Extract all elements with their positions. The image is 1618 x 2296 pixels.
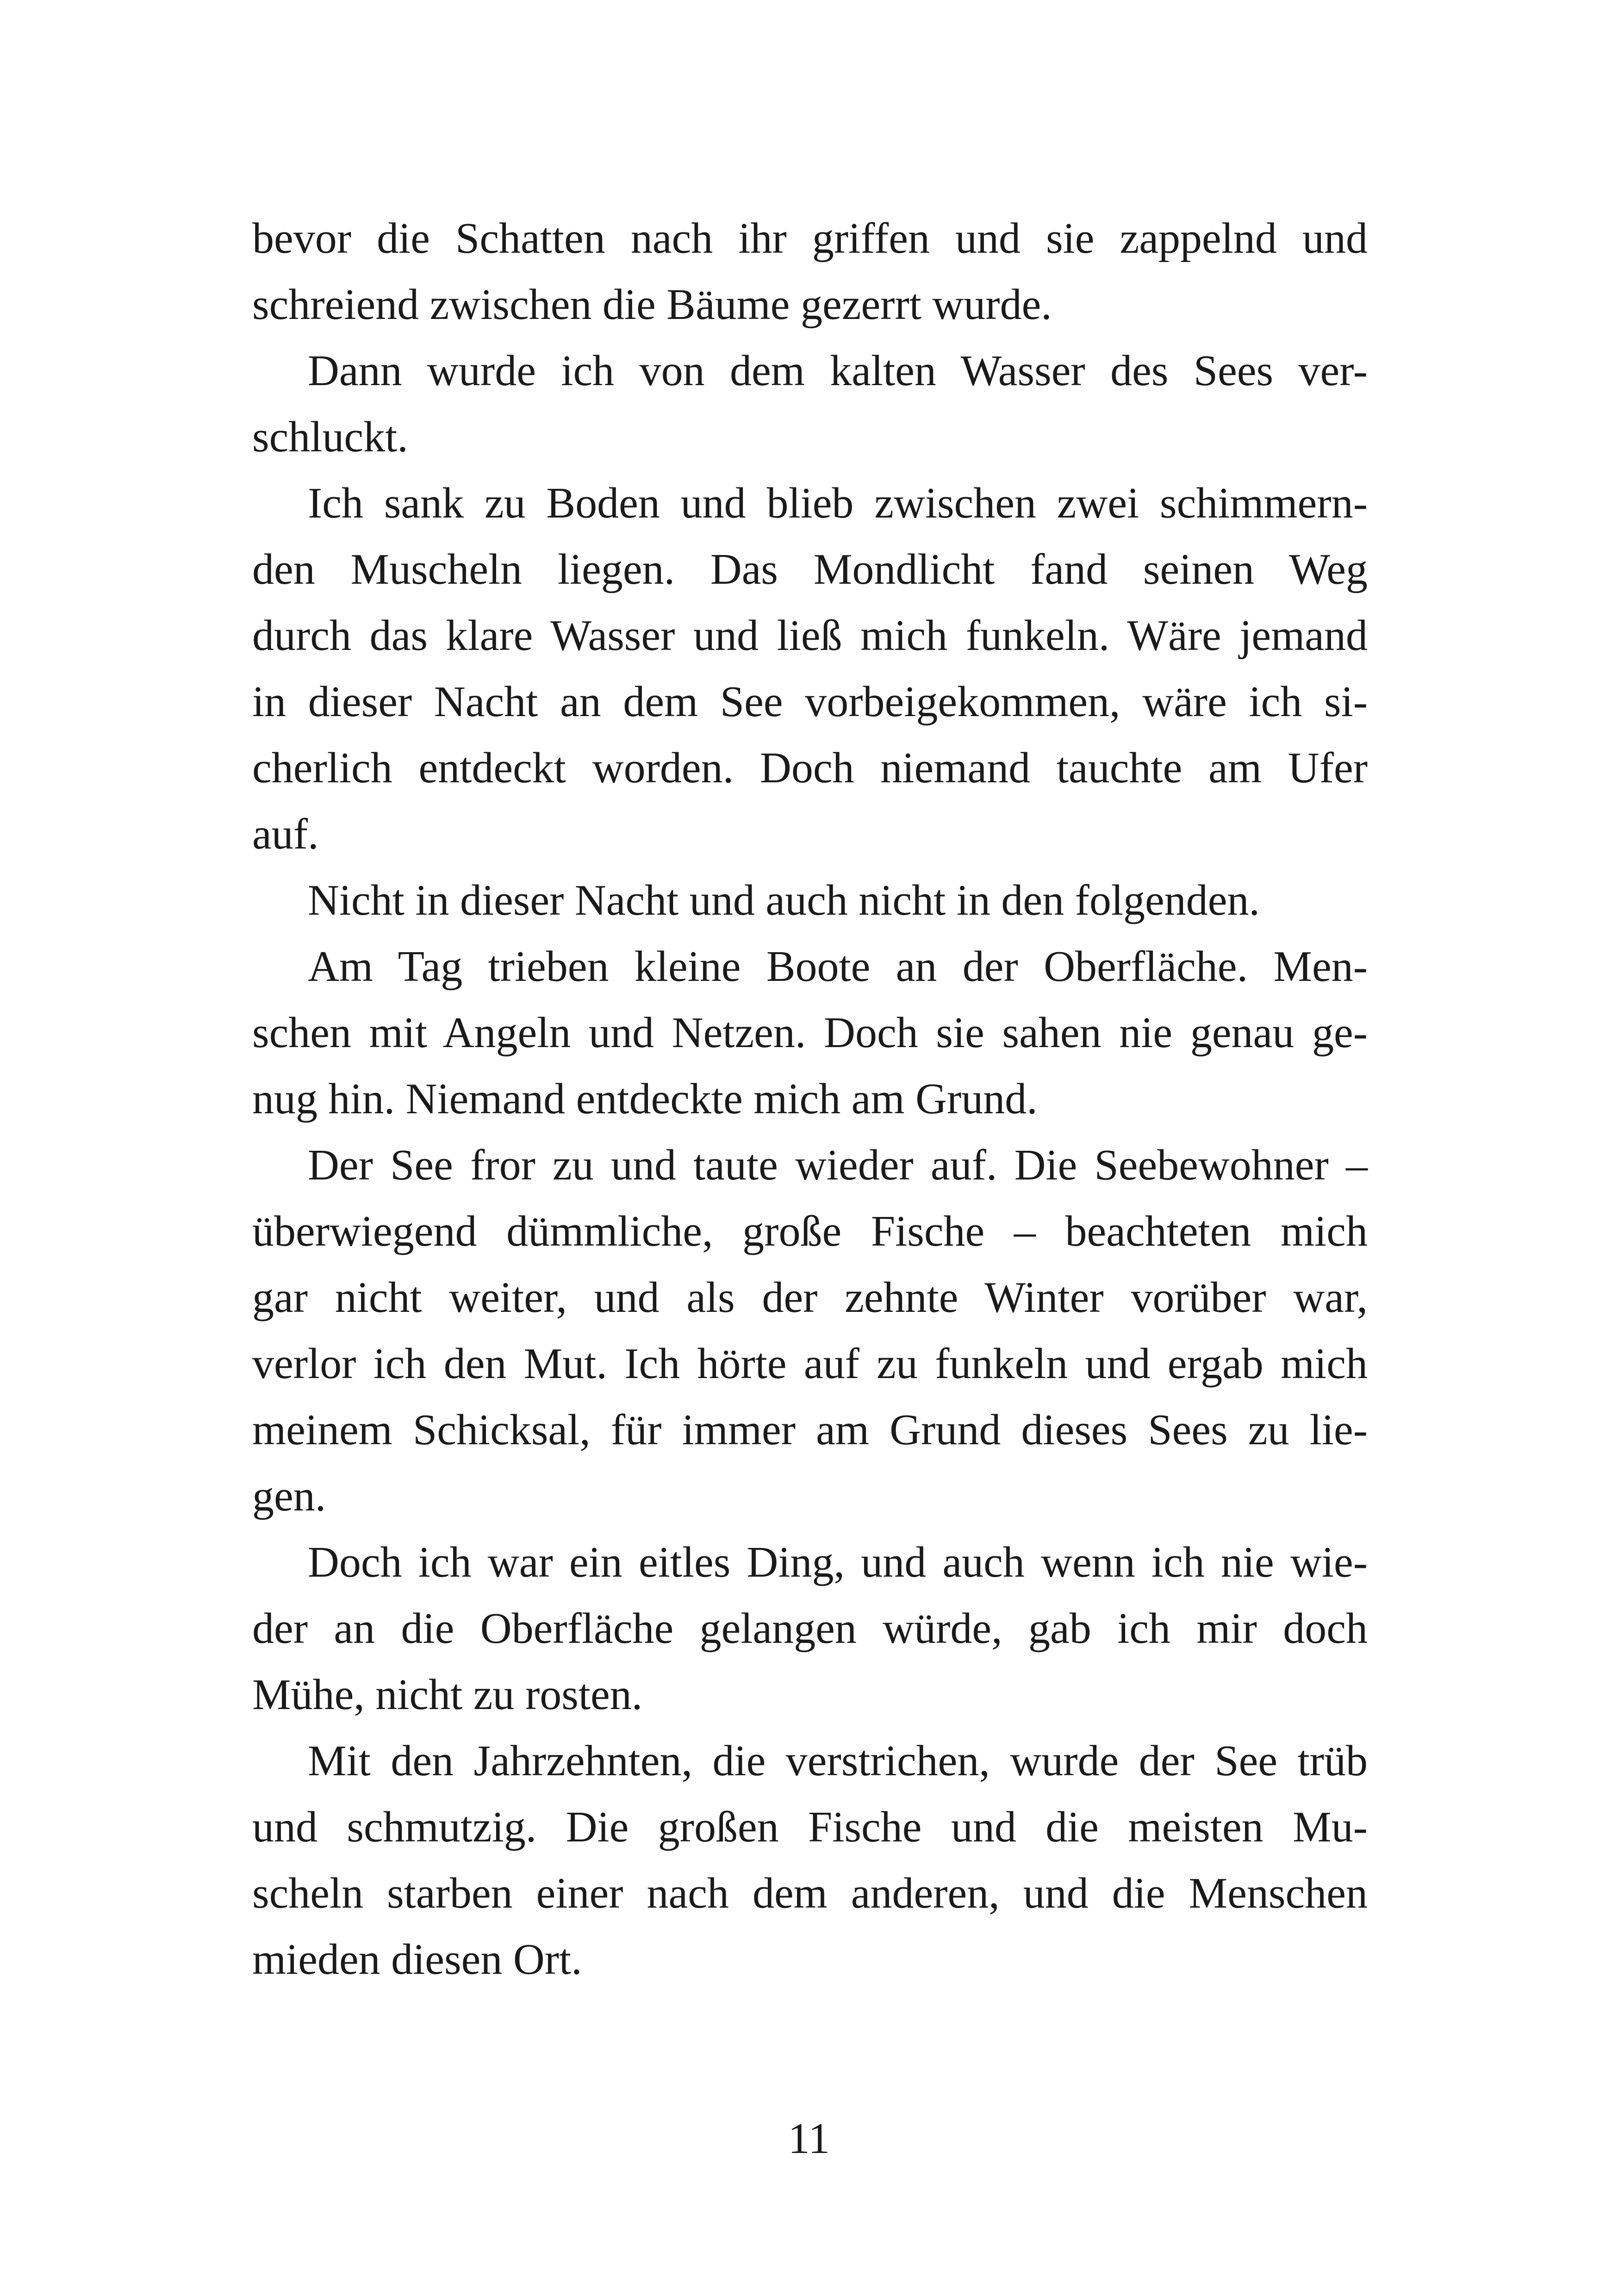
text-line: Dann wurde ich von dem kalten Wasser des Sees ver- [308, 347, 1368, 395]
text-line: der an die Oberfläche gelangen würde, gab ich mir doch [252, 1604, 1368, 1653]
text-line: nug hin. Niemand entdeckte mich am Grund. [252, 1075, 1038, 1123]
text-line: bevor die Schatten nach ihr griffen und sie zappelnd und [252, 214, 1368, 262]
text-line: und schmutzig. Die großen Fische und die meisten Mu- [252, 1803, 1368, 1851]
text-line: gen. [252, 1472, 326, 1520]
text-line: Nicht in dieser Nacht und auch nicht in den folgenden. [308, 876, 1260, 924]
text-line: den Muscheln liegen. Das Mondlicht fand seinen Weg [252, 545, 1368, 593]
text-line: Der See fror zu und taute wieder auf. Die Seebewohner – [308, 1141, 1368, 1189]
text-line: meinem Schicksal, für immer am Grund dieses Sees zu lie- [252, 1406, 1368, 1454]
text-line: Am Tag trieben kleine Boote an der Oberfläche. Men- [308, 942, 1368, 991]
text-line: in dieser Nacht an dem See vorbeigekommen, wäre ich si- [252, 678, 1368, 726]
text-line: durch das klare Wasser und ließ mich funkeln. Wäre jemand [252, 611, 1368, 660]
text-line: Ich sank zu Boden und blieb zwischen zwei schimmern- [308, 479, 1368, 527]
text-line: mieden diesen Ort. [252, 1935, 582, 1984]
text-line: überwiegend dümmliche, große Fische – beachteten mich [252, 1207, 1368, 1255]
text-line: Mühe, nicht zu rosten. [252, 1671, 643, 1719]
text-line: gar nicht weiter, und als der zehnte Winter vorüber war, [252, 1273, 1368, 1322]
text-line: schreiend zwischen die Bäume gezerrt wurde. [252, 281, 1052, 329]
text-line: schen mit Angeln und Netzen. Doch sie sahen nie genau ge- [252, 1009, 1368, 1057]
text-line: Mit den Jahrzehnten, die verstrichen, wurde der See trüb [308, 1737, 1368, 1785]
text-line: verlor ich den Mut. Ich hörte auf zu funkeln und ergab mich [252, 1340, 1368, 1388]
text-line: scheln starben einer nach dem anderen, und die Menschen [252, 1869, 1368, 1917]
text-line: auf. [252, 810, 319, 858]
text-line: schluckt. [252, 413, 408, 461]
text-line: cherlich entdeckt worden. Doch niemand tauchte am Ufer [252, 744, 1368, 792]
page-number: 11 [788, 2115, 830, 2163]
text-line: Doch ich war ein eitles Ding, und auch wenn ich nie wie- [308, 1538, 1368, 1586]
